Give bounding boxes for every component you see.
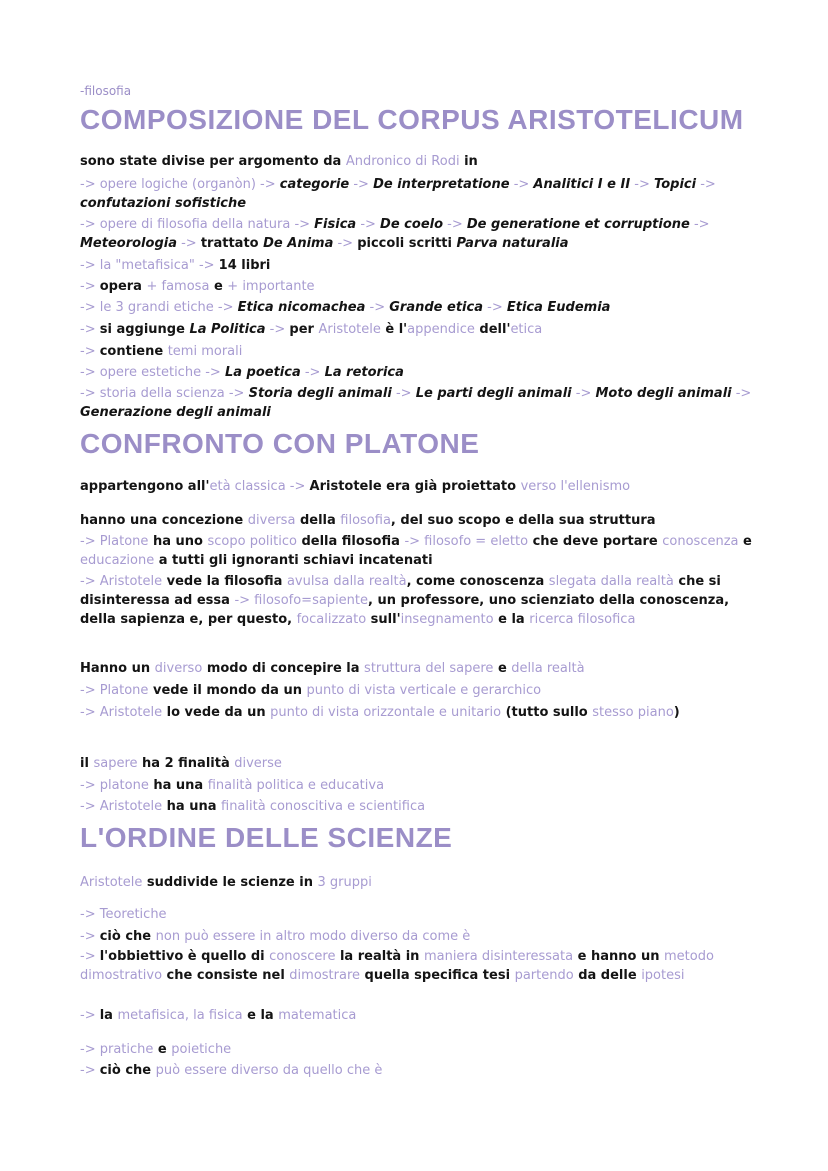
line-aristotele-finalita — [80, 797, 760, 816]
text-segment: La retorica — [324, 365, 404, 380]
text-segment: matematica — [278, 1008, 357, 1023]
line-la-politica — [80, 320, 760, 339]
text-segment: -> — [285, 479, 310, 494]
line-division-intro — [80, 152, 760, 171]
text-segment: opera — [99, 279, 147, 294]
text-segment: storia della scienza — [99, 386, 225, 401]
text-segment: -> — [80, 1042, 100, 1057]
text-segment: -> — [213, 300, 238, 315]
text-segment: maniera disinteressata — [423, 949, 574, 964]
text-segment: Platone — [99, 683, 149, 698]
text-segment: Meteorologia — [80, 236, 177, 251]
text-segment: avulsa dalla realtà — [286, 574, 407, 589]
text-segment: e — [209, 279, 228, 294]
heading-ordine-scienze: L'ORDINE DELLE SCIENZE — [80, 822, 453, 853]
text-segment: a tutti gli ignoranti schiavi incatenati — [154, 553, 433, 568]
text-segment: opere estetiche — [99, 365, 202, 380]
text-segment: + importante — [227, 279, 315, 294]
text-segment: temi morali — [167, 344, 243, 359]
text-segment: De generatione et corruptione — [466, 217, 690, 232]
line-teoretiche — [80, 905, 760, 924]
text-segment: -> — [80, 778, 100, 793]
text-segment: categorie — [279, 177, 350, 192]
text-segment: diversa — [247, 513, 296, 528]
text-segment: De interpretatione — [373, 177, 510, 192]
text-segment: -> — [333, 236, 358, 251]
text-segment: finalità politica e educativa — [207, 778, 385, 793]
text-segment: che si disinteressa ad essa — [80, 574, 721, 608]
text-segment: pratiche — [99, 1042, 154, 1057]
text-segment: + famosa — [146, 279, 210, 294]
text-segment: ha uno — [148, 534, 208, 549]
text-segment: della realtà — [511, 661, 585, 676]
text-segment: dimostrare — [289, 968, 361, 983]
text-segment: Parva naturalia — [456, 236, 569, 251]
text-segment: Teoretiche — [99, 907, 167, 922]
text-segment: -> — [80, 907, 100, 922]
text-segment: modo di concepire la — [202, 661, 365, 676]
text-segment: -> — [176, 236, 201, 251]
text-segment: -> — [300, 365, 325, 380]
text-segment: -> — [80, 799, 100, 814]
text-segment: stesso piano — [592, 705, 674, 720]
text-segment: vede la filosofia — [162, 574, 287, 589]
text-segment: e — [493, 661, 512, 676]
line-temi-morali — [80, 342, 760, 361]
text-segment: -> — [194, 258, 219, 273]
text-segment: della — [295, 513, 341, 528]
line-puo-essere — [80, 1061, 760, 1080]
text-segment: 14 libri — [218, 258, 271, 273]
line-struttura-sapere — [80, 659, 760, 678]
text-segment: Le parti degli animali — [415, 386, 572, 401]
text-segment: da delle — [573, 968, 642, 983]
text-segment: , come conoscenza — [406, 574, 549, 589]
text-segment: Andronico di Rodi — [345, 154, 460, 169]
text-segment: struttura del sapere — [364, 661, 494, 676]
text-segment: , la fisica — [184, 1008, 243, 1023]
text-segment: Aristotele — [80, 875, 143, 890]
text-segment: -> — [80, 258, 100, 273]
text-segment: vede il mondo da un — [148, 683, 307, 698]
text-segment: Grande etica — [389, 300, 483, 315]
text-segment: -> — [731, 386, 752, 401]
text-segment: -> — [696, 177, 716, 192]
text-segment: ha una — [148, 778, 208, 793]
text-segment: -> — [80, 683, 100, 698]
text-segment: De Anima — [263, 236, 334, 251]
text-segment: -> — [630, 177, 655, 192]
text-segment: Storia degli animali — [248, 386, 392, 401]
text-segment: e — [738, 534, 752, 549]
text-segment: -> — [349, 177, 374, 192]
text-segment: confutazioni sofistiche — [80, 196, 247, 211]
text-segment: ciò che — [99, 1063, 156, 1078]
text-segment: Moto degli animali — [595, 386, 732, 401]
text-segment: educazione — [80, 553, 155, 568]
text-segment: Fisica — [314, 217, 357, 232]
text-segment: -> — [80, 949, 100, 964]
text-segment: -> — [80, 534, 100, 549]
text-segment: ipotesi — [641, 968, 685, 983]
text-segment: si aggiunge — [99, 322, 190, 337]
text-segment: hanno una concezione — [80, 513, 248, 528]
line-aristotele-realta — [80, 572, 760, 629]
subject-label: -filosofia — [80, 84, 132, 98]
text-segment: la — [99, 1008, 118, 1023]
text-segment: -> — [80, 344, 100, 359]
text-segment: De coelo — [380, 217, 444, 232]
text-segment: della filosofia — [296, 534, 405, 549]
line-sapere-finalita — [80, 754, 760, 773]
heading-confronto-platone: CONFRONTO CON PLATONE — [80, 428, 480, 459]
text-segment: quella specifica tesi — [360, 968, 515, 983]
text-segment: Etica Eudemia — [506, 300, 611, 315]
line-opere-estetiche — [80, 363, 760, 382]
text-segment: ricerca filosofica — [529, 612, 636, 627]
text-segment: -> — [265, 322, 290, 337]
text-segment: suddivide le scienze in — [142, 875, 318, 890]
text-segment: -> — [80, 705, 100, 720]
text-segment: trattato — [200, 236, 264, 251]
text-segment: Aristotele — [318, 322, 381, 337]
text-segment: conoscere — [269, 949, 336, 964]
text-segment: scopo politico — [207, 534, 297, 549]
text-segment: opere logiche (organòn) — [99, 177, 256, 192]
text-segment: -> — [391, 386, 416, 401]
text-segment: verso l'ellenismo — [520, 479, 631, 494]
text-segment: l'obbiettivo è quello di — [99, 949, 270, 964]
line-grandi-etiche — [80, 298, 760, 317]
text-segment: slegata dalla realtà — [548, 574, 674, 589]
text-segment: Aristotele — [99, 705, 163, 720]
text-segment: ) — [673, 705, 680, 720]
text-segment: il — [80, 756, 94, 771]
text-segment: platone — [99, 778, 149, 793]
text-segment: punto di vista orizzontale e unitario — [270, 705, 502, 720]
line-metafisica-fisica — [80, 1006, 760, 1025]
line-concezione — [80, 511, 760, 530]
line-obbiettivo — [80, 947, 760, 985]
line-opera-famosa — [80, 277, 760, 296]
line-eta-classica — [80, 477, 760, 496]
line-opere-logiche — [80, 175, 760, 213]
line-metafisica — [80, 256, 760, 275]
text-segment: -> — [689, 217, 710, 232]
text-segment: Aristotele — [99, 799, 163, 814]
text-segment: e la — [493, 612, 530, 627]
text-segment: -> — [80, 574, 100, 589]
text-segment: sapere — [93, 756, 138, 771]
text-segment: etica — [510, 322, 543, 337]
text-segment: appendice — [407, 322, 475, 337]
text-segment: per — [289, 322, 319, 337]
text-segment: 3 gruppi — [317, 875, 372, 890]
text-segment: piccoli scritti — [357, 236, 457, 251]
text-segment: dell' — [474, 322, 511, 337]
text-segment: -> — [80, 1063, 100, 1078]
text-segment: La poetica — [224, 365, 301, 380]
text-segment: focalizzato — [296, 612, 367, 627]
text-segment: -> — [80, 929, 100, 944]
text-segment: -> — [571, 386, 596, 401]
text-segment: ha 2 finalità — [137, 756, 235, 771]
line-tre-gruppi — [80, 873, 760, 892]
text-segment: Aristotele — [99, 574, 163, 589]
text-segment: ciò che — [99, 929, 156, 944]
text-segment: metodo dimostrativo — [80, 949, 714, 983]
text-segment: lo vede da un — [162, 705, 271, 720]
text-segment: Topici — [654, 177, 697, 192]
text-segment: -> — [365, 300, 390, 315]
text-segment: , del suo scopo e della sua struttura — [390, 513, 656, 528]
text-segment: e — [153, 1042, 172, 1057]
text-segment: sull' — [366, 612, 401, 627]
text-segment: può essere diverso da quello che è — [155, 1063, 383, 1078]
text-segment: -> — [80, 386, 100, 401]
text-segment: partendo — [514, 968, 574, 983]
line-platone-finalita — [80, 776, 760, 795]
line-pratiche — [80, 1040, 760, 1059]
heading-corpus-aristotelicum: COMPOSIZIONE DEL CORPUS ARISTOTELICUM — [80, 104, 744, 135]
text-segment: Platone — [99, 534, 149, 549]
text-segment: -> — [80, 322, 100, 337]
line-storia-scienza — [80, 384, 760, 422]
text-segment: e la — [242, 1008, 279, 1023]
line-aristotele-orizzontale — [80, 703, 760, 722]
text-segment: -> — [290, 217, 315, 232]
text-segment: Generazione degli animali — [80, 405, 271, 420]
text-segment: -> — [509, 177, 534, 192]
text-segment: che consiste nel — [162, 968, 290, 983]
text-segment: -> filosofo=sapiente — [234, 593, 369, 608]
text-segment: -> — [356, 217, 381, 232]
text-segment: metafisica — [117, 1008, 185, 1023]
text-segment: -> — [255, 177, 280, 192]
text-segment: ha una — [162, 799, 221, 814]
text-segment: è l' — [380, 322, 408, 337]
text-segment: -> — [80, 177, 100, 192]
text-segment: -> — [483, 300, 507, 315]
text-segment: -> — [80, 1008, 100, 1023]
text-segment: età classica — [209, 479, 286, 494]
text-segment: diverso — [154, 661, 203, 676]
text-segment: Aristotele era già proiettato — [309, 479, 521, 494]
text-segment: conoscenza — [662, 534, 739, 549]
line-non-puo — [80, 927, 760, 946]
text-segment: la realtà in — [335, 949, 424, 964]
text-segment: le 3 grandi etiche — [99, 300, 214, 315]
line-platone-scopo — [80, 532, 760, 570]
text-segment: -> — [443, 217, 467, 232]
text-segment: (tutto sullo — [501, 705, 593, 720]
line-platone-verticale — [80, 681, 760, 700]
text-segment: La Politica — [189, 322, 266, 337]
text-segment: non può essere in altro modo diverso da come è — [155, 929, 471, 944]
text-segment: -> — [80, 365, 100, 380]
text-segment: -> — [80, 300, 100, 315]
text-segment: Analitici I e II — [533, 177, 631, 192]
text-segment: -> — [224, 386, 249, 401]
text-segment: finalità conoscitiva e scientifica — [221, 799, 426, 814]
text-segment: punto di vista verticale e gerarchico — [306, 683, 542, 698]
text-segment: la "metafisica" — [99, 258, 195, 273]
text-segment: filosofia — [340, 513, 391, 528]
text-segment: contiene — [99, 344, 168, 359]
text-segment: -> — [80, 279, 100, 294]
text-segment: -> — [80, 217, 100, 232]
text-segment: insegnamento — [400, 612, 494, 627]
text-segment: , un professore, uno scienziato della conoscenza, della sapienza e, per questo, — [80, 593, 730, 627]
text-segment: Etica nicomachea — [237, 300, 366, 315]
text-segment: poietiche — [171, 1042, 232, 1057]
text-segment: Hanno un — [80, 661, 155, 676]
line-filosofia-natura — [80, 215, 760, 253]
text-segment: -> filosofo = eletto — [404, 534, 529, 549]
text-segment: e hanno un — [573, 949, 664, 964]
text-segment: appartengono all' — [80, 479, 210, 494]
text-segment: sono state divise per argomento da — [80, 154, 346, 169]
text-segment: opere di filosofia della natura — [99, 217, 291, 232]
text-segment: -> — [201, 365, 225, 380]
text-segment: diverse — [234, 756, 282, 771]
text-segment: in — [459, 154, 478, 169]
text-segment: che deve portare — [528, 534, 663, 549]
